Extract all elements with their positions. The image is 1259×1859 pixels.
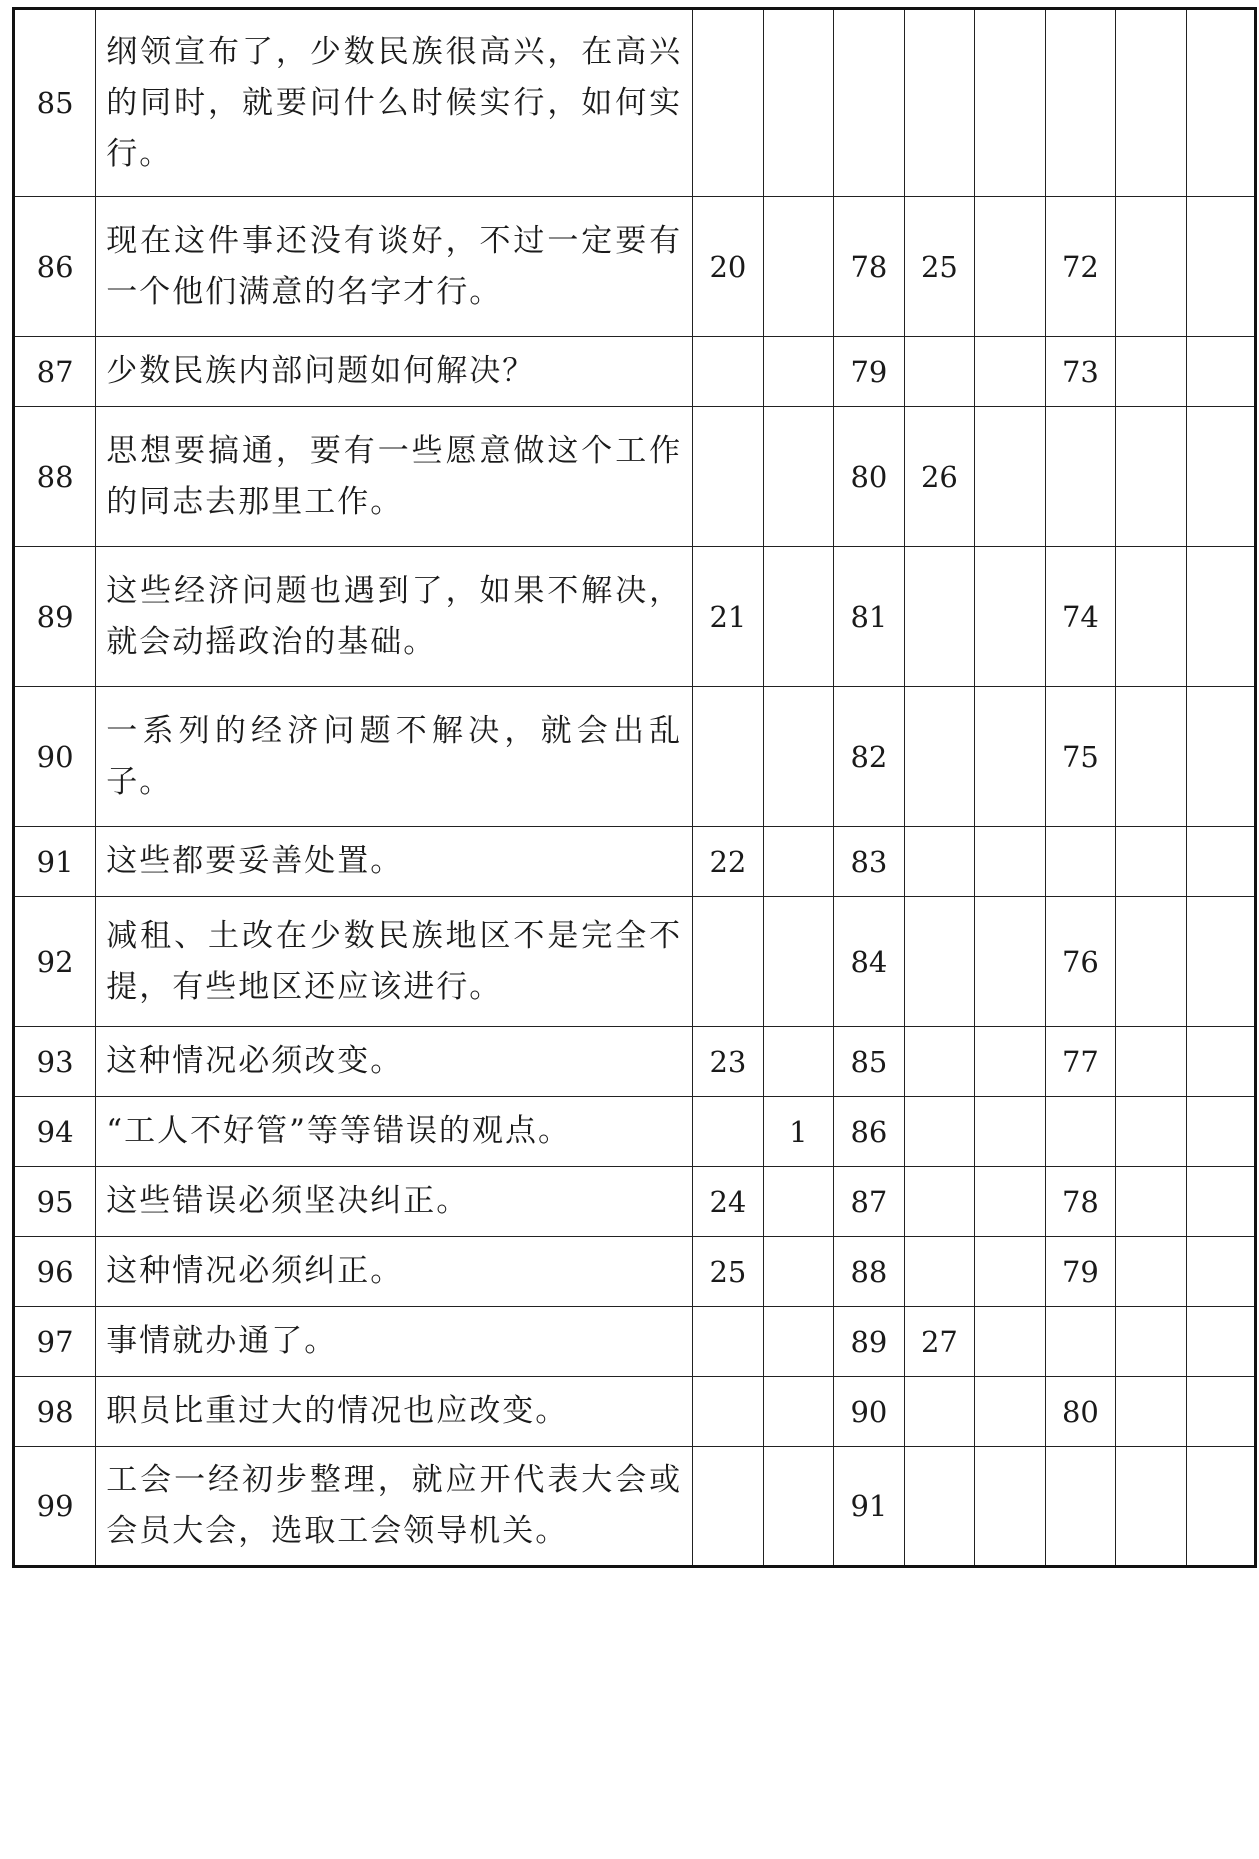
table-row (14, 407, 1256, 547)
value-cell-col8 (1186, 1097, 1255, 1167)
table-row (14, 197, 1256, 337)
value-cell-col4 (904, 547, 975, 687)
value-cell-col3: 81 (834, 547, 905, 687)
value-cell-col5 (975, 197, 1046, 337)
value-cell-col6: 77 (1045, 1027, 1116, 1097)
value-cell-col8 (1186, 1377, 1255, 1447)
value-cell-col7 (1116, 1167, 1187, 1237)
value-cell-col4 (904, 1377, 975, 1447)
value-cell-col4 (904, 9, 975, 197)
value-cell-col6 (1045, 1307, 1116, 1377)
value-cell-col1: 25 (693, 1237, 764, 1307)
row-number-cell: 90 (14, 687, 96, 827)
value-cell-col1: 22 (693, 827, 764, 897)
value-cell-col1: 20 (693, 197, 764, 337)
value-cell-col2 (763, 1307, 834, 1377)
value-cell-col7 (1116, 337, 1187, 407)
value-cell-col6 (1045, 1447, 1116, 1567)
value-cell-col8 (1186, 687, 1255, 827)
value-cell-col6 (1045, 407, 1116, 547)
value-cell-col3: 85 (834, 1027, 905, 1097)
value-cell-col2 (763, 9, 834, 197)
value-cell-col1 (693, 1447, 764, 1567)
sentence-cell: 思想要搞通，要有一些愿意做这个工作的同志去那里工作。 (96, 407, 693, 547)
value-cell-col4: 26 (904, 407, 975, 547)
table-row (14, 1167, 1256, 1237)
sentence-cell: 现在这件事还没有谈好，不过一定要有一个他们满意的名字才行。 (96, 197, 693, 337)
value-cell-col1 (693, 407, 764, 547)
value-cell-col7 (1116, 1237, 1187, 1307)
table-row (14, 1447, 1256, 1567)
value-cell-col2 (763, 1237, 834, 1307)
value-cell-col6 (1045, 827, 1116, 897)
value-cell-col5 (975, 1027, 1046, 1097)
table-row (14, 1237, 1256, 1307)
table-row (14, 1307, 1256, 1377)
sentence-cell: 这种情况必须纠正。 (96, 1237, 693, 1307)
sentence-cell: 这些经济问题也遇到了，如果不解决，就会动摇政治的基础。 (96, 547, 693, 687)
value-cell-col5 (975, 1447, 1046, 1567)
value-cell-col3 (834, 9, 905, 197)
value-cell-col2 (763, 197, 834, 337)
value-cell-col2 (763, 337, 834, 407)
value-cell-col8 (1186, 1027, 1255, 1097)
value-cell-col7 (1116, 687, 1187, 827)
row-number-cell: 88 (14, 407, 96, 547)
value-cell-col5 (975, 1097, 1046, 1167)
table-row (14, 337, 1256, 407)
value-cell-col1: 23 (693, 1027, 764, 1097)
value-cell-col2 (763, 827, 834, 897)
sentence-cell: 这种情况必须改变。 (96, 1027, 693, 1097)
value-cell-col5 (975, 1377, 1046, 1447)
value-cell-col4 (904, 1167, 975, 1237)
row-number-cell: 97 (14, 1307, 96, 1377)
value-cell-col5 (975, 1307, 1046, 1377)
table-row (14, 1097, 1256, 1167)
value-cell-col7 (1116, 897, 1187, 1027)
table-row (14, 9, 1256, 197)
value-cell-col6 (1045, 9, 1116, 197)
row-number-cell: 99 (14, 1447, 96, 1567)
value-cell-col6: 80 (1045, 1377, 1116, 1447)
sentence-cell: 一系列的经济问题不解决，就会出乱子。 (96, 687, 693, 827)
value-cell-col3: 91 (834, 1447, 905, 1567)
value-cell-col2 (763, 897, 834, 1027)
row-number-cell: 94 (14, 1097, 96, 1167)
table-row (14, 1377, 1256, 1447)
value-cell-col8 (1186, 547, 1255, 687)
table-row (14, 547, 1256, 687)
value-cell-col7 (1116, 1307, 1187, 1377)
row-number-cell: 93 (14, 1027, 96, 1097)
sentence-cell: 事情就办通了。 (96, 1307, 693, 1377)
value-cell-col5 (975, 687, 1046, 827)
row-number-cell: 98 (14, 1377, 96, 1447)
value-cell-col1 (693, 1097, 764, 1167)
value-cell-col6: 74 (1045, 547, 1116, 687)
value-cell-col2: 1 (763, 1097, 834, 1167)
value-cell-col4 (904, 1237, 975, 1307)
value-cell-col6: 75 (1045, 687, 1116, 827)
table-row (14, 897, 1256, 1027)
value-cell-col5 (975, 337, 1046, 407)
value-cell-col1: 21 (693, 547, 764, 687)
value-cell-col8 (1186, 1307, 1255, 1377)
value-cell-col5 (975, 1167, 1046, 1237)
row-number-cell: 89 (14, 547, 96, 687)
value-cell-col2 (763, 407, 834, 547)
value-cell-col2 (763, 1447, 834, 1567)
value-cell-col2 (763, 687, 834, 827)
sentence-cell: 减租、土改在少数民族地区不是完全不提，有些地区还应该进行。 (96, 897, 693, 1027)
value-cell-col3: 87 (834, 1167, 905, 1237)
value-cell-col3: 78 (834, 197, 905, 337)
value-cell-col4 (904, 337, 975, 407)
sentence-cell: 纲领宣布了，少数民族很高兴，在高兴的同时，就要问什么时候实行，如何实行。 (96, 9, 693, 197)
value-cell-col3: 79 (834, 337, 905, 407)
row-number-cell: 92 (14, 897, 96, 1027)
sentence-cell: 少数民族内部问题如何解决？ (96, 337, 693, 407)
value-cell-col2 (763, 547, 834, 687)
value-cell-col2 (763, 1027, 834, 1097)
value-cell-col2 (763, 1377, 834, 1447)
table-row (14, 687, 1256, 827)
value-cell-col8 (1186, 197, 1255, 337)
value-cell-col1 (693, 337, 764, 407)
value-cell-col4 (904, 897, 975, 1027)
value-cell-col1 (693, 9, 764, 197)
row-number-cell: 91 (14, 827, 96, 897)
value-cell-col5 (975, 9, 1046, 197)
value-cell-col3: 83 (834, 827, 905, 897)
value-cell-col6: 78 (1045, 1167, 1116, 1237)
value-cell-col5 (975, 547, 1046, 687)
data-table (12, 7, 1257, 1568)
value-cell-col7 (1116, 197, 1187, 337)
value-cell-col6 (1045, 1097, 1116, 1167)
value-cell-col3: 88 (834, 1237, 905, 1307)
sentence-cell: 这些都要妥善处置。 (96, 827, 693, 897)
value-cell-col7 (1116, 1097, 1187, 1167)
value-cell-col4 (904, 1447, 975, 1567)
value-cell-col1: 24 (693, 1167, 764, 1237)
value-cell-col3: 86 (834, 1097, 905, 1167)
sentence-cell: 这些错误必须坚决纠正。 (96, 1167, 693, 1237)
value-cell-col8 (1186, 1167, 1255, 1237)
row-number-cell: 85 (14, 9, 96, 197)
value-cell-col4 (904, 687, 975, 827)
value-cell-col7 (1116, 9, 1187, 197)
value-cell-col5 (975, 1237, 1046, 1307)
value-cell-col3: 84 (834, 897, 905, 1027)
table-row (14, 1027, 1256, 1097)
value-cell-col8 (1186, 1447, 1255, 1567)
value-cell-col1 (693, 897, 764, 1027)
value-cell-col8 (1186, 9, 1255, 197)
row-number-cell: 95 (14, 1167, 96, 1237)
row-number-cell: 96 (14, 1237, 96, 1307)
value-cell-col8 (1186, 1237, 1255, 1307)
value-cell-col7 (1116, 547, 1187, 687)
value-cell-col7 (1116, 1027, 1187, 1097)
value-cell-col3: 82 (834, 687, 905, 827)
value-cell-col4 (904, 1027, 975, 1097)
row-number-cell: 86 (14, 197, 96, 337)
value-cell-col3: 80 (834, 407, 905, 547)
sentence-cell: 工会一经初步整理，就应开代表大会或会员大会，选取工会领导机关。 (96, 1447, 693, 1567)
value-cell-col1 (693, 687, 764, 827)
value-cell-col7 (1116, 1377, 1187, 1447)
table-row (14, 827, 1256, 897)
value-cell-col3: 90 (834, 1377, 905, 1447)
value-cell-col7 (1116, 1447, 1187, 1567)
sentence-cell: 职员比重过大的情况也应改变。 (96, 1377, 693, 1447)
value-cell-col8 (1186, 827, 1255, 897)
value-cell-col5 (975, 407, 1046, 547)
value-cell-col4 (904, 1097, 975, 1167)
value-cell-col2 (763, 1167, 834, 1237)
value-cell-col8 (1186, 897, 1255, 1027)
value-cell-col6: 73 (1045, 337, 1116, 407)
row-number-cell: 87 (14, 337, 96, 407)
value-cell-col1 (693, 1377, 764, 1447)
value-cell-col7 (1116, 407, 1187, 547)
value-cell-col6: 76 (1045, 897, 1116, 1027)
value-cell-col1 (693, 1307, 764, 1377)
value-cell-col3: 89 (834, 1307, 905, 1377)
value-cell-col4 (904, 827, 975, 897)
value-cell-col6: 79 (1045, 1237, 1116, 1307)
value-cell-col5 (975, 897, 1046, 1027)
sentence-cell: “工人不好管”等等错误的观点。 (96, 1097, 693, 1167)
value-cell-col7 (1116, 827, 1187, 897)
value-cell-col8 (1186, 407, 1255, 547)
value-cell-col4: 27 (904, 1307, 975, 1377)
value-cell-col4: 25 (904, 197, 975, 337)
value-cell-col8 (1186, 337, 1255, 407)
value-cell-col5 (975, 827, 1046, 897)
value-cell-col6: 72 (1045, 197, 1116, 337)
